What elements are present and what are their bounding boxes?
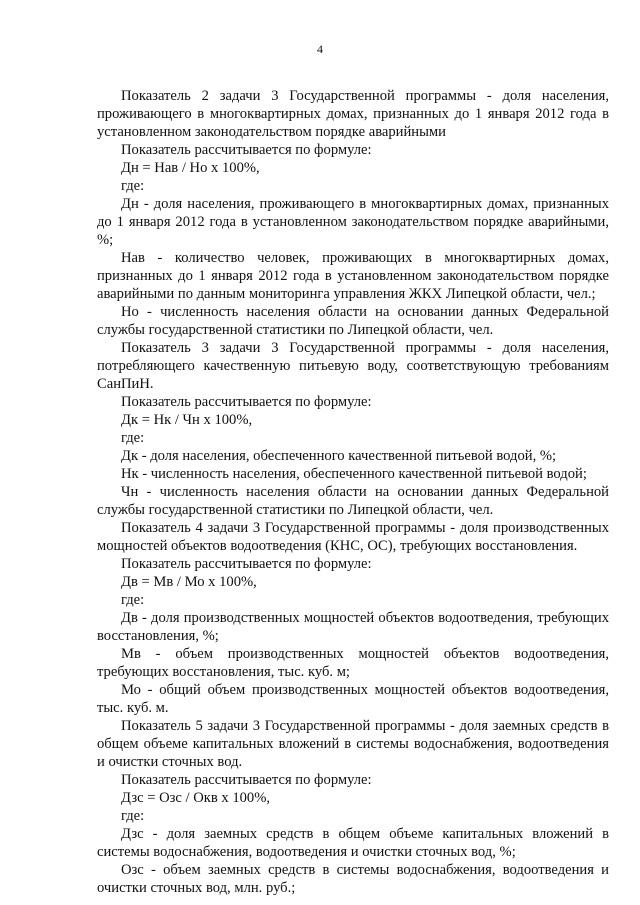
definition-dv: Дв - доля производственных мощностей объектов водоотведения, требующих восстановления, %; bbox=[97, 610, 609, 644]
page-number: 4 bbox=[317, 42, 323, 56]
where-label: где: bbox=[121, 808, 145, 824]
definition-ozs: Озс - объем заемных средств в системы водоснабжения, водоотведения и очистки сточных вод, млн. руб.; bbox=[97, 862, 609, 896]
formula-dk: Дк = Нк / Чн х 100%, bbox=[121, 412, 253, 428]
formula-dv: Дв = Мв / Мо х 100%, bbox=[121, 574, 257, 590]
definition-dzs: Дзс - доля заемных средств в общем объеме капитальных вложений в системы водоснабжения, водоотведения и очистки сточных вод, %; bbox=[97, 826, 609, 860]
paragraph-indicator-3: Показатель 3 задачи 3 Государственной программы - доля населения, потребляющего качественную питьевую воду, соответствующую требованиям СанПиН. bbox=[97, 340, 609, 392]
where-label: где: bbox=[121, 592, 145, 608]
formula-intro: Показатель рассчитывается по формуле: bbox=[121, 142, 372, 158]
formula-dzs: Дзс = Озс / Окв х 100%, bbox=[121, 790, 271, 806]
definition-nk: Нк - численность населения, обеспеченного качественной питьевой водой; bbox=[121, 466, 587, 482]
paragraph-indicator-4: Показатель 4 задачи 3 Государственной программы - доля производственных мощностей объектов водоотведения (КНС, ОС), требующих восстановления. bbox=[97, 520, 609, 554]
definition-dn: Дн - доля населения, проживающего в многоквартирных домах, признанных до 1 января 2012 года в установленном законодательством порядке аварийными, %; bbox=[97, 196, 609, 248]
definition-mo: Мо - общий объем производственных мощностей объектов водоотведения, тыс. куб. м. bbox=[97, 682, 609, 716]
formula-intro: Показатель рассчитывается по формуле: bbox=[121, 556, 372, 572]
formula-intro: Показатель рассчитывается по формуле: bbox=[121, 394, 372, 410]
where-label: где: bbox=[121, 430, 145, 446]
definition-nav: Нав - количество человек, проживающих в многоквартирных домах, признанных до 1 января 2012 года в установленном законодательством порядке аварийными по данным мониторинга управления ЖКХ Липецкой области, чел.; bbox=[97, 250, 609, 302]
formula-dn: Дн = Нав / Но х 100%, bbox=[121, 160, 260, 176]
formula-intro: Показатель рассчитывается по формуле: bbox=[121, 772, 372, 788]
where-label: где: bbox=[121, 178, 145, 194]
definition-chn: Чн - численность населения области на основании данных Федеральной службы государственной статистики по Липецкой области, чел. bbox=[97, 484, 609, 518]
paragraph-indicator-2: Показатель 2 задачи 3 Государственной программы - доля населения, проживающего в многоквартирных домах, признанных до 1 января 2012 года в установленном законодательством порядке аварийными bbox=[97, 88, 609, 140]
definition-mv: Мв - объем производственных мощностей объектов водоотведения, требующих восстановления, тыс. куб. м; bbox=[97, 646, 609, 680]
paragraph-indicator-5: Показатель 5 задачи 3 Государственной программы - доля заемных средств в общем объеме капитальных вложений в системы водоснабжения, водоотведения и очистки сточных вод. bbox=[97, 718, 609, 770]
document-body bbox=[97, 87, 609, 897]
definition-no: Но - численность населения области на основании данных Федеральной службы государственной статистики по Липецкой области, чел. bbox=[97, 304, 609, 338]
definition-dk: Дк - доля населения, обеспеченного качественной питьевой водой, %; bbox=[121, 448, 557, 464]
